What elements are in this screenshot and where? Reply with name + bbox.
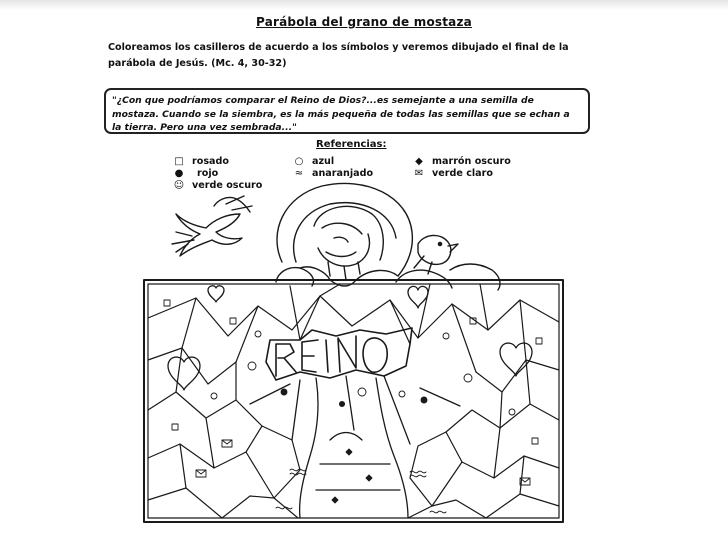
instructions-line-1: Coloreamos los casilleros de acuerdo a los símbolos y veremos dibujado el final de la [108, 42, 569, 53]
square-icon: □ [174, 156, 184, 167]
instructions-line-2: parábola de Jesús. (Mc. 4, 30-32) [108, 58, 287, 69]
reference-label: azul [312, 156, 335, 167]
reference-label: rosado [192, 156, 229, 167]
diamond-icon: ◆ [415, 156, 423, 167]
smiley-icon: ☺ [173, 180, 185, 191]
reference-label: verde claro [432, 168, 493, 179]
quote-line-1: "¿Con que podríamos comparar el Reino de Dios?...es semejante a una semilla de [112, 95, 534, 106]
reference-label: marrón oscuro [432, 156, 511, 167]
quote-line-3: la tierra. Pero una vez sembrada..." [112, 122, 297, 133]
quote-line-2: mostaza. Cuando se la siembra, es la más pequeña de todas las semillas que se echan a [112, 108, 570, 120]
flying-bird [172, 196, 252, 256]
jesus-figure [276, 183, 500, 290]
references-heading: Referencias: [316, 139, 387, 150]
page-title: Parábola del grano de mostaza [256, 15, 472, 29]
coloring-frame [144, 280, 563, 522]
reference-label: rojo [197, 168, 219, 179]
reference-label: verde oscuro [192, 180, 263, 191]
dot-icon: ● [174, 168, 184, 179]
envelope-icon: ✉ [414, 168, 424, 179]
wave-icon: ≈ [294, 168, 304, 179]
small-bird [414, 235, 458, 274]
heart-leaves [168, 286, 532, 390]
mosaic-cells [148, 284, 559, 518]
reference-label: anaranjado [312, 168, 374, 179]
tree-trunk [250, 376, 460, 518]
circle-icon: ○ [294, 156, 304, 167]
reino-banner [266, 328, 412, 380]
